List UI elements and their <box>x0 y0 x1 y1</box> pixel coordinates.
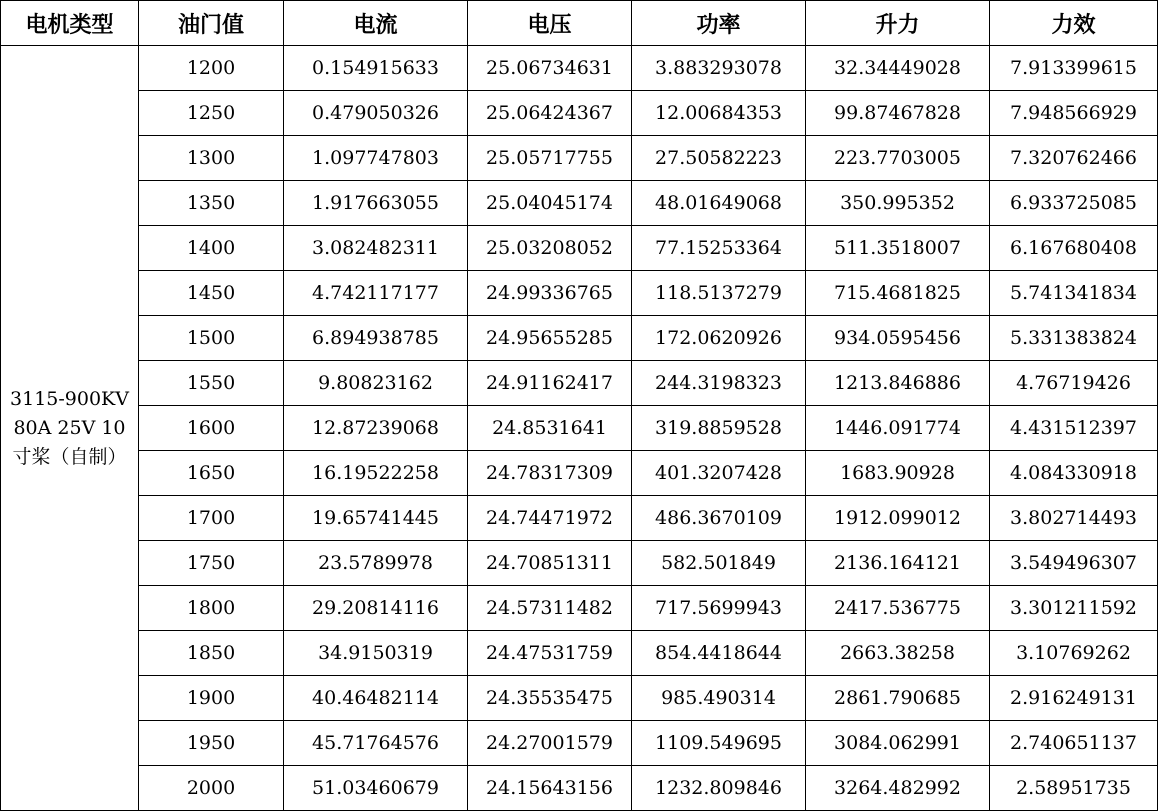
cell-throttle: 1900 <box>139 676 284 721</box>
cell-throttle: 1350 <box>139 181 284 226</box>
cell-throttle: 1850 <box>139 631 284 676</box>
table-row <box>1 316 1158 361</box>
cell-current: 16.19522258 <box>284 451 468 496</box>
cell-efficiency: 6.933725085 <box>990 181 1158 226</box>
cell-throttle: 1250 <box>139 91 284 136</box>
table-row <box>1 586 1158 631</box>
table-row <box>1 136 1158 181</box>
cell-voltage: 24.99336765 <box>468 271 632 316</box>
cell-throttle: 1600 <box>139 406 284 451</box>
cell-voltage: 24.74471972 <box>468 496 632 541</box>
cell-voltage: 25.06734631 <box>468 46 632 91</box>
cell-efficiency: 2.58951735 <box>990 766 1158 811</box>
header-throttle: 油门值 <box>139 1 284 46</box>
cell-efficiency: 5.741341834 <box>990 271 1158 316</box>
cell-efficiency: 3.549496307 <box>990 541 1158 586</box>
cell-thrust: 715.4681825 <box>806 271 990 316</box>
cell-power: 717.5699943 <box>632 586 806 631</box>
cell-efficiency: 3.10769262 <box>990 631 1158 676</box>
cell-throttle: 1400 <box>139 226 284 271</box>
cell-throttle: 1300 <box>139 136 284 181</box>
cell-efficiency: 5.331383824 <box>990 316 1158 361</box>
table-row <box>1 406 1158 451</box>
cell-efficiency: 7.913399615 <box>990 46 1158 91</box>
cell-current: 51.03460679 <box>284 766 468 811</box>
cell-efficiency: 2.740651137 <box>990 721 1158 766</box>
cell-current: 29.20814116 <box>284 586 468 631</box>
table-row <box>1 631 1158 676</box>
cell-current: 1.097747803 <box>284 136 468 181</box>
cell-throttle: 1950 <box>139 721 284 766</box>
table-row <box>1 676 1158 721</box>
table-row <box>1 271 1158 316</box>
cell-thrust: 32.34449028 <box>806 46 990 91</box>
cell-efficiency: 3.301211592 <box>990 586 1158 631</box>
header-voltage: 电压 <box>468 1 632 46</box>
cell-thrust: 350.995352 <box>806 181 990 226</box>
cell-current: 40.46482114 <box>284 676 468 721</box>
cell-thrust: 223.7703005 <box>806 136 990 181</box>
header-current: 电流 <box>284 1 468 46</box>
header-row <box>1 1 1158 46</box>
cell-throttle: 1700 <box>139 496 284 541</box>
cell-voltage: 24.70851311 <box>468 541 632 586</box>
cell-voltage: 25.06424367 <box>468 91 632 136</box>
cell-throttle: 1200 <box>139 46 284 91</box>
cell-thrust: 3084.062991 <box>806 721 990 766</box>
cell-current: 12.87239068 <box>284 406 468 451</box>
table-row <box>1 46 1158 91</box>
header-efficiency: 力效 <box>990 1 1158 46</box>
cell-efficiency: 4.76719426 <box>990 361 1158 406</box>
cell-thrust: 99.87467828 <box>806 91 990 136</box>
table-row <box>1 496 1158 541</box>
cell-current: 6.894938785 <box>284 316 468 361</box>
table-row <box>1 181 1158 226</box>
cell-voltage: 24.95655285 <box>468 316 632 361</box>
cell-thrust: 1446.091774 <box>806 406 990 451</box>
cell-efficiency: 7.948566929 <box>990 91 1158 136</box>
table-body <box>1 46 1158 811</box>
cell-voltage: 25.03208052 <box>468 226 632 271</box>
cell-efficiency: 7.320762466 <box>990 136 1158 181</box>
cell-power: 854.4418644 <box>632 631 806 676</box>
cell-voltage: 24.15643156 <box>468 766 632 811</box>
cell-voltage: 24.27001579 <box>468 721 632 766</box>
cell-thrust: 2136.164121 <box>806 541 990 586</box>
header-thrust: 升力 <box>806 1 990 46</box>
table-row <box>1 541 1158 586</box>
cell-power: 27.50582223 <box>632 136 806 181</box>
cell-current: 45.71764576 <box>284 721 468 766</box>
cell-power: 1109.549695 <box>632 721 806 766</box>
cell-voltage: 24.47531759 <box>468 631 632 676</box>
cell-voltage: 24.8531641 <box>468 406 632 451</box>
cell-voltage: 24.78317309 <box>468 451 632 496</box>
cell-voltage: 24.91162417 <box>468 361 632 406</box>
cell-power: 985.490314 <box>632 676 806 721</box>
cell-throttle: 2000 <box>139 766 284 811</box>
cell-throttle: 1450 <box>139 271 284 316</box>
cell-thrust: 2663.38258 <box>806 631 990 676</box>
cell-power: 3.883293078 <box>632 46 806 91</box>
cell-thrust: 511.3518007 <box>806 226 990 271</box>
cell-power: 12.00684353 <box>632 91 806 136</box>
cell-power: 1232.809846 <box>632 766 806 811</box>
cell-thrust: 3264.482992 <box>806 766 990 811</box>
table-row <box>1 766 1158 811</box>
cell-efficiency: 3.802714493 <box>990 496 1158 541</box>
cell-current: 1.917663055 <box>284 181 468 226</box>
cell-voltage: 25.05717755 <box>468 136 632 181</box>
cell-efficiency: 6.167680408 <box>990 226 1158 271</box>
cell-voltage: 24.57311482 <box>468 586 632 631</box>
cell-power: 118.5137279 <box>632 271 806 316</box>
cell-power: 48.01649068 <box>632 181 806 226</box>
cell-throttle: 1500 <box>139 316 284 361</box>
header-power: 功率 <box>632 1 806 46</box>
cell-power: 319.8859528 <box>632 406 806 451</box>
cell-thrust: 1213.846886 <box>806 361 990 406</box>
cell-power: 172.0620926 <box>632 316 806 361</box>
cell-thrust: 1912.099012 <box>806 496 990 541</box>
cell-motor-type: 3115-900KV 80A 25V 10 寸桨（自制） <box>1 46 139 811</box>
cell-power: 582.501849 <box>632 541 806 586</box>
cell-efficiency: 4.431512397 <box>990 406 1158 451</box>
cell-power: 486.3670109 <box>632 496 806 541</box>
table-row <box>1 721 1158 766</box>
cell-throttle: 1800 <box>139 586 284 631</box>
cell-current: 9.80823162 <box>284 361 468 406</box>
header-motor-type: 电机类型 <box>1 1 139 46</box>
cell-thrust: 1683.90928 <box>806 451 990 496</box>
table-row <box>1 451 1158 496</box>
cell-thrust: 2861.790685 <box>806 676 990 721</box>
cell-power: 401.3207428 <box>632 451 806 496</box>
cell-power: 77.15253364 <box>632 226 806 271</box>
cell-current: 4.742117177 <box>284 271 468 316</box>
cell-thrust: 934.0595456 <box>806 316 990 361</box>
cell-throttle: 1650 <box>139 451 284 496</box>
cell-throttle: 1750 <box>139 541 284 586</box>
cell-efficiency: 4.084330918 <box>990 451 1158 496</box>
cell-thrust: 2417.536775 <box>806 586 990 631</box>
cell-current: 23.5789978 <box>284 541 468 586</box>
cell-current: 0.479050326 <box>284 91 468 136</box>
cell-throttle: 1550 <box>139 361 284 406</box>
table-row <box>1 361 1158 406</box>
cell-current: 0.154915633 <box>284 46 468 91</box>
cell-current: 34.9150319 <box>284 631 468 676</box>
table-row <box>1 91 1158 136</box>
cell-voltage: 25.04045174 <box>468 181 632 226</box>
cell-efficiency: 2.916249131 <box>990 676 1158 721</box>
table-row <box>1 226 1158 271</box>
cell-current: 3.082482311 <box>284 226 468 271</box>
cell-current: 19.65741445 <box>284 496 468 541</box>
cell-voltage: 24.35535475 <box>468 676 632 721</box>
cell-power: 244.3198323 <box>632 361 806 406</box>
